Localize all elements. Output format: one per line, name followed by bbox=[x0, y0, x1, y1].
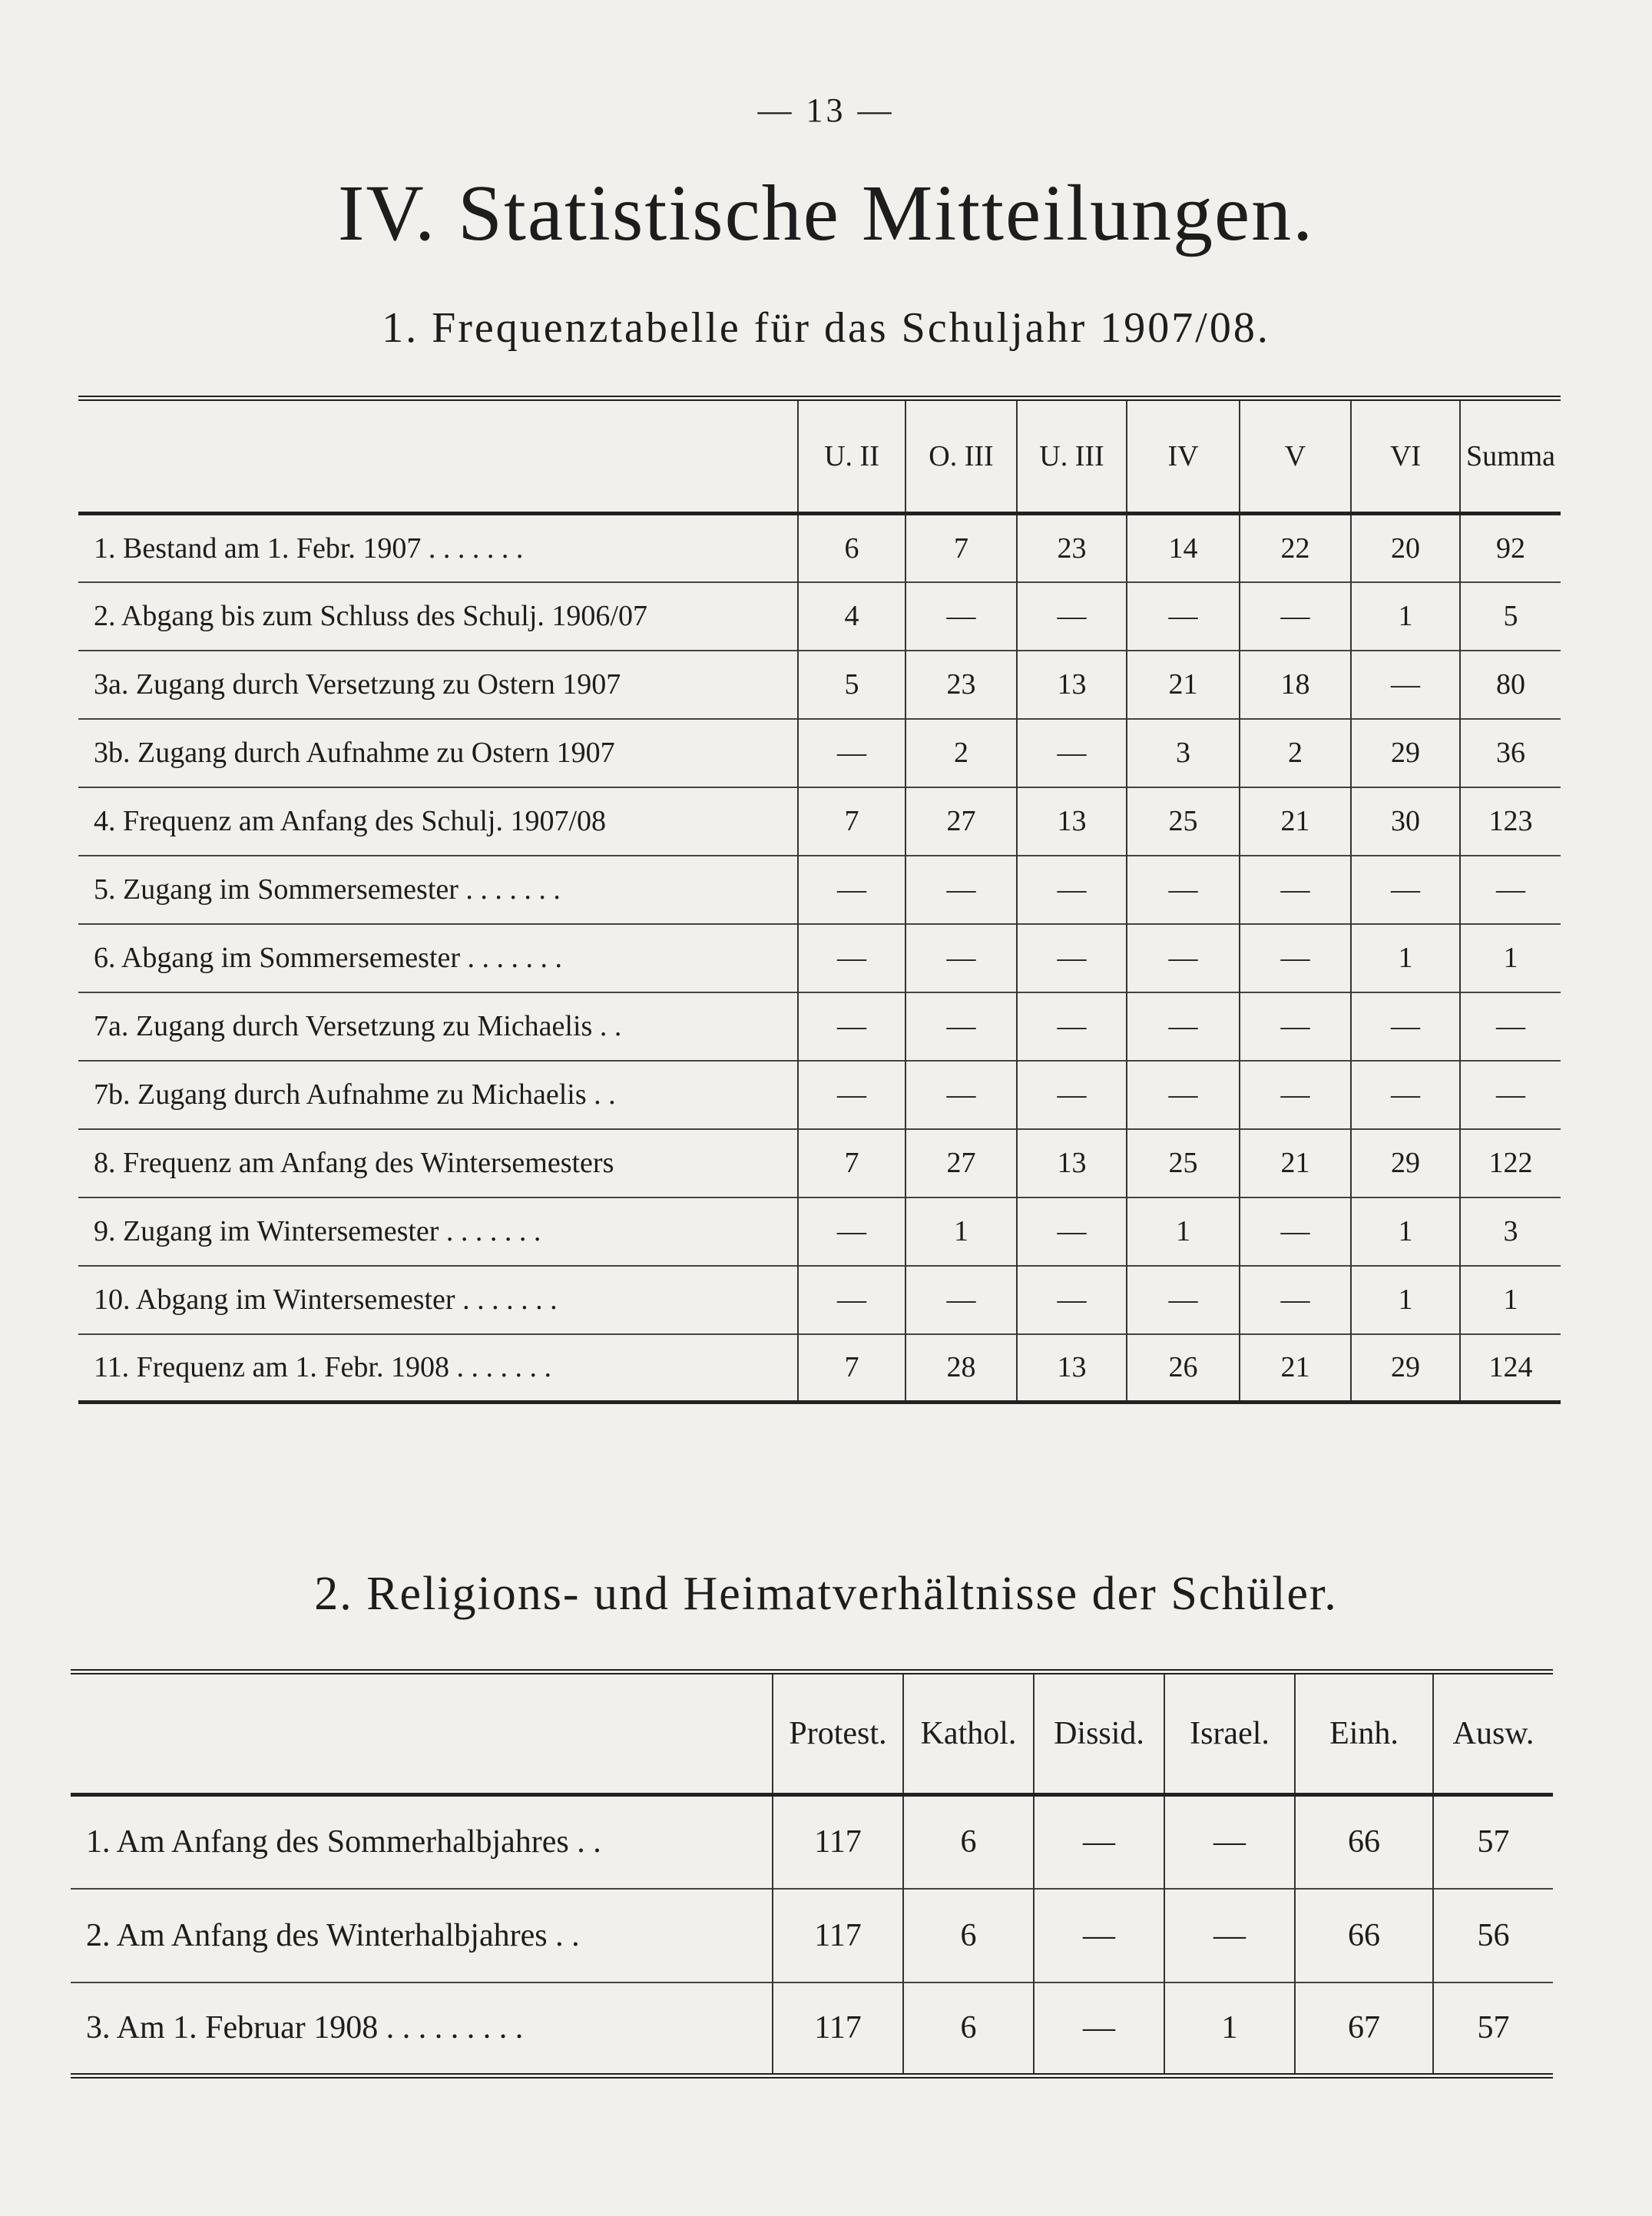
table-cell: 14 bbox=[1127, 514, 1240, 582]
row-label: 7a. Zugang durch Versetzung zu Michaelis . . bbox=[78, 992, 798, 1061]
table-cell: 30 bbox=[1351, 787, 1460, 856]
column-header: Ausw. bbox=[1452, 1716, 1534, 1751]
row-label: 4. Frequenz am Anfang des Schulj. 1907/08 bbox=[78, 787, 798, 856]
table-row bbox=[78, 856, 1561, 924]
frequency-table bbox=[78, 396, 1561, 1404]
table-cell: — bbox=[798, 1061, 905, 1129]
page-number: — 13 — bbox=[757, 91, 895, 129]
table-cell: — bbox=[1240, 856, 1351, 924]
table-cell: 6 bbox=[798, 514, 905, 582]
table-cell: — bbox=[1127, 1266, 1240, 1334]
table-cell: 29 bbox=[1351, 719, 1460, 787]
table-cell: 117 bbox=[773, 1982, 903, 2076]
row-label: 1. Am Anfang des Sommerhalbjahres . . bbox=[71, 1795, 773, 1889]
table-cell: 117 bbox=[773, 1889, 903, 1982]
table-row bbox=[71, 1889, 1553, 1982]
table-cell: — bbox=[1240, 1266, 1351, 1334]
table-cell: — bbox=[1017, 582, 1127, 651]
table-cell: 3 bbox=[1127, 719, 1240, 787]
table-cell: 7 bbox=[798, 1129, 905, 1197]
table-cell: 29 bbox=[1351, 1129, 1460, 1197]
column-header: V bbox=[1240, 399, 1351, 514]
table-cell: — bbox=[1240, 924, 1351, 992]
table-row bbox=[71, 1982, 1553, 2076]
table-cell: — bbox=[1034, 1889, 1164, 1982]
table-cell: 29 bbox=[1351, 1334, 1460, 1403]
table-cell: 23 bbox=[905, 651, 1017, 719]
table-cell: — bbox=[1017, 719, 1127, 787]
header-label-cell bbox=[78, 399, 798, 514]
page-title: IV. Statistische Mitteilungen. bbox=[337, 169, 1315, 257]
table-row bbox=[78, 924, 1561, 992]
column-header: U. II bbox=[798, 399, 905, 514]
table-cell: 1 bbox=[1351, 582, 1460, 651]
table-cell: 20 bbox=[1351, 514, 1460, 582]
table-cell: — bbox=[1240, 992, 1351, 1061]
table-cell: 5 bbox=[1503, 600, 1518, 632]
table-cell: 1 bbox=[1351, 924, 1460, 992]
table-cell: — bbox=[1034, 1795, 1164, 1889]
column-header: Israel. bbox=[1164, 1672, 1295, 1795]
table-cell: — bbox=[1351, 651, 1460, 719]
table-cell: 1 bbox=[1127, 1197, 1240, 1266]
row-label: 2. Abgang bis zum Schluss des Schulj. 1906/07 bbox=[78, 582, 798, 651]
table-cell: 6 bbox=[903, 1795, 1034, 1889]
table-row bbox=[78, 787, 1561, 856]
header-label-cell bbox=[71, 1672, 773, 1795]
table-cell: 57 bbox=[1477, 1824, 1510, 1860]
row-label: 8. Frequenz am Anfang des Wintersemesters bbox=[78, 1129, 798, 1197]
table-cell: — bbox=[1164, 1795, 1295, 1889]
table-cell: 57 bbox=[1477, 2010, 1510, 2046]
religion-table-caption: 2. Religions- und Heimatverhältnisse der Schüler. bbox=[314, 1568, 1338, 1620]
table-row bbox=[78, 514, 1561, 582]
table-cell: — bbox=[798, 992, 905, 1061]
table-cell: — bbox=[798, 924, 905, 992]
table-cell: 1 bbox=[1164, 1982, 1295, 2076]
table-cell: — bbox=[1496, 1078, 1525, 1111]
table-cell: 2 bbox=[1240, 719, 1351, 787]
table-cell: 13 bbox=[1017, 651, 1127, 719]
table-cell: 21 bbox=[1240, 1129, 1351, 1197]
table-cell: 124 bbox=[1488, 1351, 1533, 1384]
table-row bbox=[78, 582, 1561, 651]
table-row bbox=[78, 1129, 1561, 1197]
column-header: Summa bbox=[1465, 440, 1556, 472]
row-label: 5. Zugang im Sommersemester . . . . . . . bbox=[78, 856, 798, 924]
table-cell: — bbox=[1017, 992, 1127, 1061]
table-cell: — bbox=[905, 1061, 1017, 1129]
table-cell: 25 bbox=[1127, 787, 1240, 856]
table-cell: — bbox=[1017, 856, 1127, 924]
table-cell: — bbox=[1240, 582, 1351, 651]
table-cell: 66 bbox=[1295, 1889, 1433, 1982]
table-cell: — bbox=[798, 856, 905, 924]
row-label: 6. Abgang im Sommersemester . . . . . . . bbox=[78, 924, 798, 992]
table-cell: — bbox=[1127, 1061, 1240, 1129]
column-header: Kathol. bbox=[903, 1672, 1034, 1795]
table-cell: 27 bbox=[905, 787, 1017, 856]
row-label: 2. Am Anfang des Winterhalbjahres . . bbox=[71, 1889, 773, 1982]
row-label: 10. Abgang im Wintersemester . . . . . . . bbox=[78, 1266, 798, 1334]
table-cell: 21 bbox=[1127, 651, 1240, 719]
table-cell: — bbox=[905, 1266, 1017, 1334]
table-cell: 1 bbox=[1351, 1266, 1460, 1334]
table-cell: — bbox=[1351, 1061, 1460, 1129]
column-header: Einh. bbox=[1295, 1672, 1433, 1795]
row-label: 1. Bestand am 1. Febr. 1907 . . . . . . . bbox=[78, 514, 798, 582]
table-cell: — bbox=[1496, 1010, 1525, 1042]
table-cell: 80 bbox=[1496, 668, 1525, 701]
table-cell: 1 bbox=[1351, 1197, 1460, 1266]
table-cell: 26 bbox=[1127, 1334, 1240, 1403]
table-cell: — bbox=[1164, 1889, 1295, 1982]
table-row bbox=[78, 719, 1561, 787]
table-cell: — bbox=[1017, 1061, 1127, 1129]
table-cell: — bbox=[798, 1266, 905, 1334]
table-cell: — bbox=[1034, 1982, 1164, 2076]
table-cell: — bbox=[1127, 582, 1240, 651]
table-cell: — bbox=[1127, 856, 1240, 924]
table-cell: 36 bbox=[1496, 737, 1525, 769]
table-cell: 66 bbox=[1295, 1795, 1433, 1889]
table-cell: 1 bbox=[1503, 1284, 1518, 1316]
table-cell: — bbox=[798, 1197, 905, 1266]
table-cell: 92 bbox=[1496, 532, 1525, 565]
table-cell: 13 bbox=[1017, 1334, 1127, 1403]
frequency-table-caption: 1. Frequenztabelle für das Schuljahr 1907/08. bbox=[382, 304, 1270, 352]
table-cell: 13 bbox=[1017, 1129, 1127, 1197]
row-label: 11. Frequenz am 1. Febr. 1908 . . . . . . . bbox=[78, 1334, 798, 1403]
table-cell: 21 bbox=[1240, 787, 1351, 856]
table-row bbox=[78, 1061, 1561, 1129]
row-label: 3. Am 1. Februar 1908 . . . . . . . . . bbox=[71, 1982, 773, 2076]
table-cell: — bbox=[905, 582, 1017, 651]
row-label: 3a. Zugang durch Versetzung zu Ostern 1907 bbox=[78, 651, 798, 719]
religion-table bbox=[71, 1669, 1553, 2079]
table-cell: — bbox=[798, 719, 905, 787]
table-row bbox=[78, 1334, 1561, 1403]
table-cell: — bbox=[905, 992, 1017, 1061]
table-cell: — bbox=[1017, 1266, 1127, 1334]
table-cell: 23 bbox=[1017, 514, 1127, 582]
table-cell: 7 bbox=[798, 1334, 905, 1403]
table-row bbox=[78, 1197, 1561, 1266]
table-cell: — bbox=[1017, 924, 1127, 992]
table-cell: — bbox=[1351, 856, 1460, 924]
table-cell: — bbox=[1351, 992, 1460, 1061]
table-cell: — bbox=[1240, 1061, 1351, 1129]
table-row bbox=[78, 1266, 1561, 1334]
column-header: VI bbox=[1351, 399, 1460, 514]
table-cell: 3 bbox=[1503, 1215, 1518, 1247]
table-cell: 22 bbox=[1240, 514, 1351, 582]
religion-table-header bbox=[71, 1672, 1553, 1795]
table-cell: 1 bbox=[1503, 942, 1518, 974]
table-cell: 2 bbox=[905, 719, 1017, 787]
table-cell: 25 bbox=[1127, 1129, 1240, 1197]
table-cell: — bbox=[905, 924, 1017, 992]
column-header: Protest. bbox=[773, 1672, 903, 1795]
frequency-table-header bbox=[78, 399, 1561, 514]
table-row bbox=[78, 651, 1561, 719]
table-cell: 4 bbox=[798, 582, 905, 651]
table-cell: 56 bbox=[1477, 1917, 1510, 1953]
table-cell: 6 bbox=[903, 1982, 1034, 2076]
table-cell: — bbox=[1496, 873, 1525, 906]
table-cell: 67 bbox=[1295, 1982, 1433, 2076]
table-cell: — bbox=[905, 856, 1017, 924]
table-row bbox=[78, 992, 1561, 1061]
table-cell: 21 bbox=[1240, 1334, 1351, 1403]
column-header: Dissid. bbox=[1034, 1672, 1164, 1795]
row-label: 9. Zugang im Wintersemester . . . . . . . bbox=[78, 1197, 798, 1266]
table-cell: 18 bbox=[1240, 651, 1351, 719]
table-cell: 122 bbox=[1488, 1147, 1533, 1179]
row-label: 3b. Zugang durch Aufnahme zu Ostern 1907 bbox=[78, 719, 798, 787]
column-header: IV bbox=[1127, 399, 1240, 514]
table-cell: 123 bbox=[1488, 805, 1533, 837]
table-cell: 27 bbox=[905, 1129, 1017, 1197]
table-cell: 6 bbox=[903, 1889, 1034, 1982]
row-label: 7b. Zugang durch Aufnahme zu Michaelis . . bbox=[78, 1061, 798, 1129]
table-cell: 7 bbox=[798, 787, 905, 856]
column-header: U. III bbox=[1017, 399, 1127, 514]
table-cell: 13 bbox=[1017, 787, 1127, 856]
table-cell: 1 bbox=[905, 1197, 1017, 1266]
table-cell: 5 bbox=[798, 651, 905, 719]
table-cell: 7 bbox=[905, 514, 1017, 582]
column-header: O. III bbox=[905, 399, 1017, 514]
table-cell: — bbox=[1127, 992, 1240, 1061]
table-cell: 117 bbox=[773, 1795, 903, 1889]
table-cell: 28 bbox=[905, 1334, 1017, 1403]
table-row bbox=[71, 1795, 1553, 1889]
table-cell: — bbox=[1240, 1197, 1351, 1266]
table-cell: — bbox=[1127, 924, 1240, 992]
table-cell: — bbox=[1017, 1197, 1127, 1266]
